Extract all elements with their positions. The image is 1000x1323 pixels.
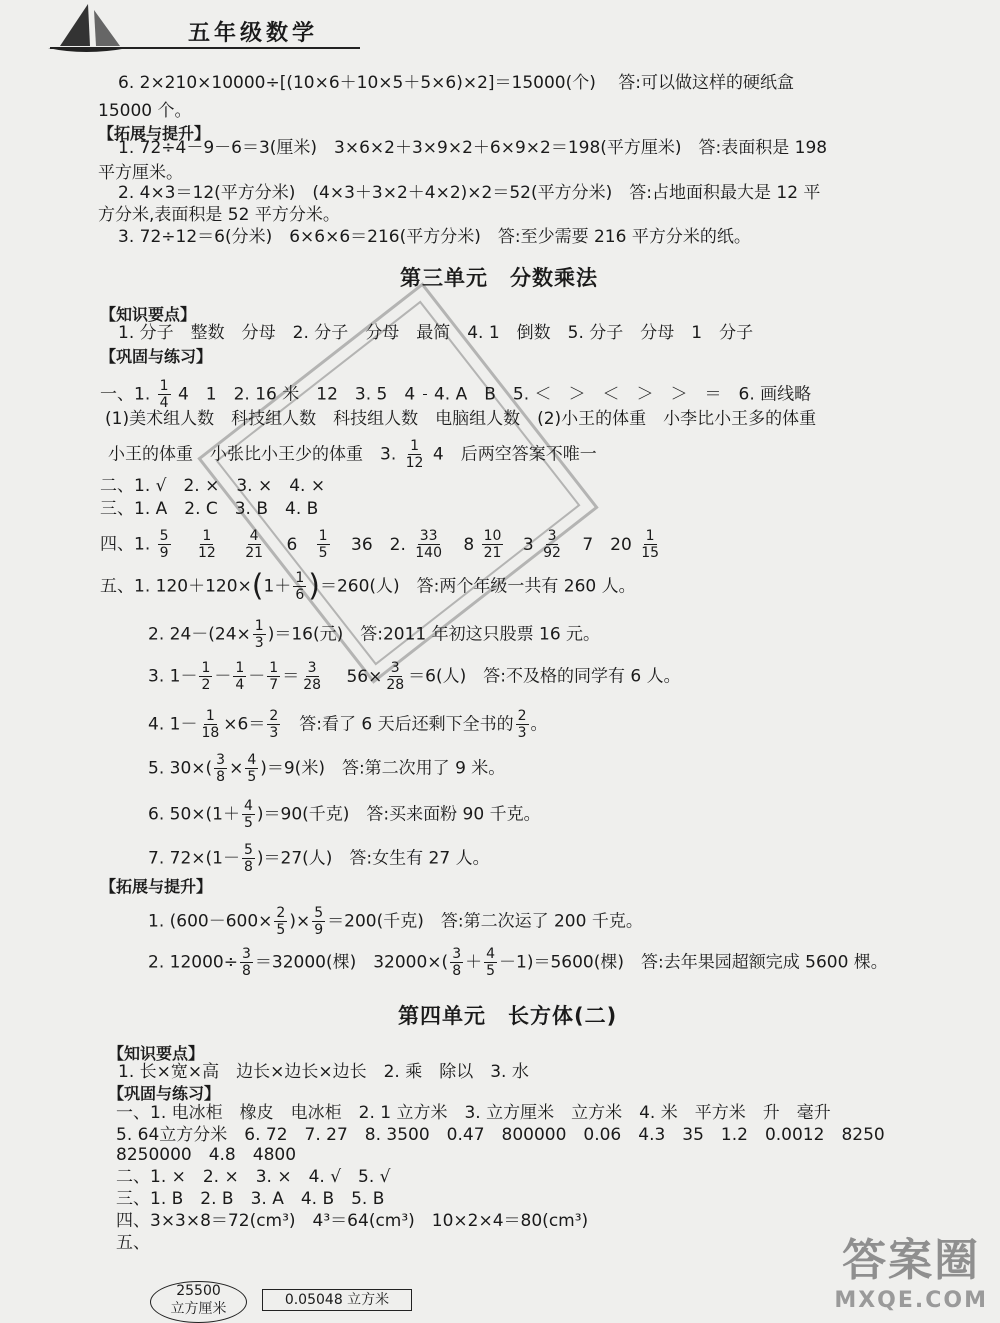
answer-line: 平方厘米。 bbox=[98, 163, 183, 183]
answer-line: 三、1. B 2. B 3. A 4. B 5. B bbox=[116, 1189, 385, 1209]
answer-line: 5. 30×( $\frac{3}{8}$ × $\frac{4}{5}$ )＝9(米) 答:第二次用了 9 米。 bbox=[148, 752, 506, 785]
section-heading: 【巩固与练习】 bbox=[108, 1084, 221, 1103]
answer-line: 4. 1－ $\frac{1}{18}$ ×6＝ $\frac{2}{3}$ 答:看了 6 天后还剩下全书的 $\frac{2}{3}$ 。 bbox=[148, 708, 548, 741]
section-heading: 【巩固与练习】 bbox=[100, 347, 213, 366]
answer-line: 三、1. A 2. C 3. B 4. B bbox=[100, 499, 319, 519]
answer-line: 方分米,表面积是 52 平方分米。 bbox=[98, 205, 340, 225]
answer-line: 2. 24－(24× $\frac{1}{3}$ )＝16(元) 答:2011 年初这只股票 16 元。 bbox=[148, 618, 601, 651]
answer-line: 一、1. 电冰柜 橡皮 电冰柜 2. 1 立方米 3. 立方厘米 立方米 4. 米 平方米 升 毫升 bbox=[116, 1103, 831, 1123]
section-heading: 【拓展与提升】 bbox=[98, 124, 211, 143]
header-rule bbox=[50, 47, 360, 49]
answer-line: 1. 长×宽×高 边长×边长×边长 2. 乘 除以 3. 水 bbox=[118, 1062, 529, 1082]
answer-line: (1)美术组人数 科技组人数 科技组人数 电脑组人数 (2)小王的体重 小李比小王多的体重 bbox=[105, 409, 817, 429]
unit-title: 第四单元 长方体(二) bbox=[398, 1004, 618, 1028]
answer-line: 1. (600－600× $\frac{2}{5}$ )× $\frac{5}{9}$ ＝200(千克) 答:第二次运了 200 千克。 bbox=[148, 905, 643, 938]
answer-line: 7. 72×(1－ $\frac{5}{8}$ )＝27(人) 答:女生有 27 人。 bbox=[148, 842, 490, 875]
answer-line: 四、3×3×8＝72(cm³) 4³＝64(cm³) 10×2×4＝80(cm³) bbox=[116, 1211, 589, 1231]
answer-line: 5. 64立方分米 6. 72 7. 27 8. 3500 0.47 800000 0.06 4.3 35 1.2 0.0012 8250 bbox=[116, 1125, 885, 1145]
answer-line: 五、1. 120＋120×(1＋ $\frac{1}{6}$ )＝260(人) 答:两个年级一共有 260 人。 bbox=[100, 568, 636, 604]
answer-line: 二、1. × 2. × 3. × 4. √ 5. √ bbox=[116, 1167, 391, 1187]
section-heading: 【拓展与提升】 bbox=[100, 877, 213, 896]
answer-line: 1. 72÷4－9－6＝3(厘米) 3×6×2＋3×9×2＋6×9×2＝198(平方厘米) 答:表面积是 198 bbox=[118, 138, 828, 158]
answer-line: 3. 1－ $\frac{1}{2}$ － $\frac{1}{4}$ － $\frac{1}{7}$ ＝ $\frac{3}{28}$ 56× $\frac{3}{28}$ ＝6(人) 答:不及格的同学有 6 人。 bbox=[148, 660, 681, 693]
answer-line: 8250000 4.8 4800 bbox=[116, 1145, 297, 1165]
answer-line: 3. 72÷12＝6(分米) 6×6×6＝216(平方分米) 答:至少需要 216 平方分米的纸。 bbox=[118, 227, 751, 247]
answer-line: 四、1. $\frac{5}{9}$ $\frac{1}{12}$ $\frac{4}{21}$ 6 $\frac{1}{5}$ 36 2. $\frac{33}{140}$ 8 $\frac{10}{21}$ 3 $\frac{3}{92}$ 7 20 $\frac{1}{15}$ bbox=[100, 528, 660, 561]
answer-line: 6. 50×(1＋ $\frac{4}{5}$ )＝90(千克) 答:买来面粉 90 千克。 bbox=[148, 798, 541, 831]
circled-answer: 25500 立方厘米 bbox=[150, 1281, 247, 1323]
page-title: 五年级数学 bbox=[188, 21, 319, 46]
answer-line: 二、1. √ 2. × 3. × 4. × bbox=[100, 476, 326, 496]
answer-line: 2. 4×3＝12(平方分米) (4×3＋3×2＋4×2)×2＝52(平方分米) 答:占地面积最大是 12 平 bbox=[118, 183, 821, 203]
page-header bbox=[40, 0, 360, 60]
section-heading: 【知识要点】 bbox=[108, 1044, 205, 1063]
answer-line: 1. 分子 整数 分母 2. 分子 分母 最简 4. 1 倒数 5. 分子 分母 1 分子 bbox=[118, 323, 754, 343]
answer-line: 五、 bbox=[116, 1233, 150, 1253]
answer-line: 6. 2×210×10000÷[(10×6＋10×5＋5×6)×2]＝15000(个) 答:可以做这样的硬纸盒 bbox=[118, 73, 795, 93]
boxed-answer: 0.05048 立方米 bbox=[262, 1289, 412, 1311]
section-heading: 【知识要点】 bbox=[100, 305, 197, 324]
watermark-logo: 答案圈 MXQE.COM bbox=[834, 1235, 988, 1313]
answer-line: 2. 12000÷ $\frac{3}{8}$ ＝32000(棵) 32000×( $\frac{3}{8}$ ＋ $\frac{4}{5}$ －1)＝5600(棵) 答:去年果园超额完成 5600 棵。 bbox=[148, 946, 888, 979]
answer-line: 一、1. $\frac{1}{4}$ 4 1 2. 16 米 12 3. 5 4 4. A B 5. ＜ ＞ ＜ ＞ ＞ ＝ 6. 画线略 bbox=[100, 378, 812, 411]
answer-line: 小王的体重 小张比小王少的体重 3. $\frac{1}{12}$ 4 后两空答案不唯一 bbox=[108, 438, 597, 471]
unit-title: 第三单元 分数乘法 bbox=[400, 266, 598, 290]
answer-line: 15000 个。 bbox=[98, 101, 192, 121]
